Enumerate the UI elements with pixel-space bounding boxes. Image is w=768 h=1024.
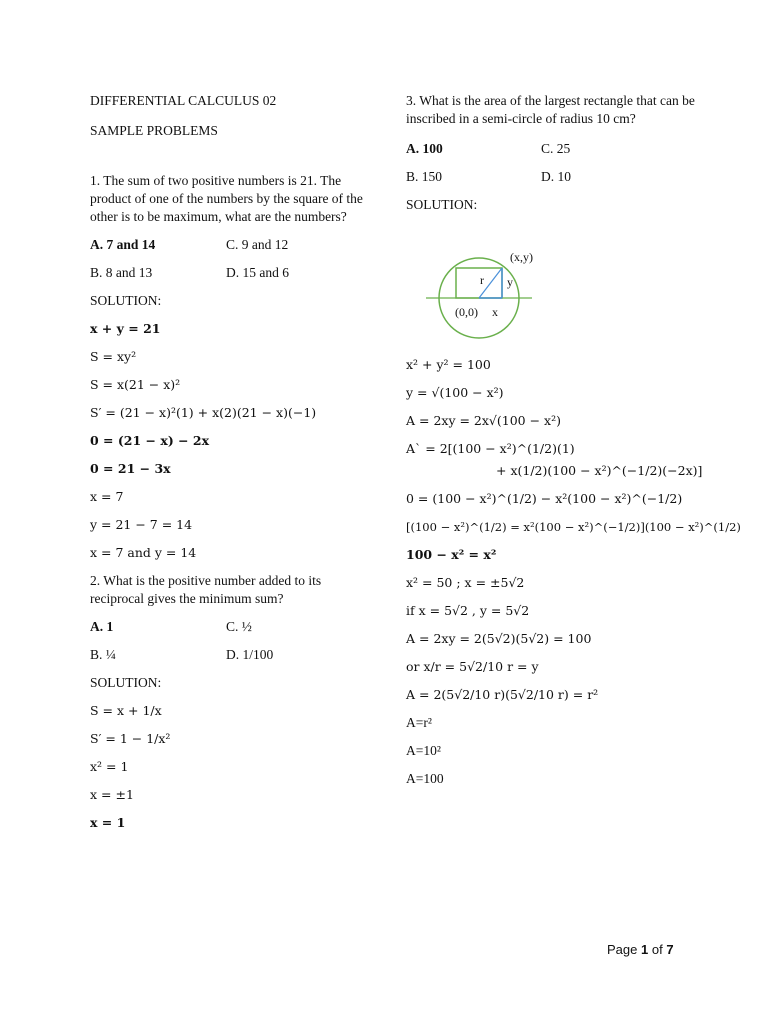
problem2-question: 2. What is the positive number added to its reciprocal gives the minimum sum? bbox=[90, 573, 322, 606]
problem2-choice-b: B. ¼ bbox=[90, 647, 116, 662]
problem2-choices bbox=[90, 618, 365, 664]
problem3-solution-label: SOLUTION: bbox=[406, 197, 478, 212]
problem1-choices bbox=[90, 236, 365, 282]
p3-step-1: x² + y² = 100 bbox=[406, 357, 491, 372]
label-r: r bbox=[480, 273, 484, 287]
problem3-choices bbox=[406, 140, 696, 186]
p3-step-15: A=10² bbox=[406, 743, 441, 758]
problem1-choice-c: C. 9 and 12 bbox=[226, 237, 289, 252]
label-y: y bbox=[507, 275, 513, 289]
problem3-choice-d: D. 10 bbox=[541, 169, 571, 184]
problem1-choice-a: A. 7 and 14 bbox=[90, 237, 156, 252]
p3-step-5: + x(1/2)(100 − x²)^(−1/2)(−2x)] bbox=[496, 463, 703, 478]
problem1-question: 1. The sum of two positive numbers is 21. The product of one of the numbers by the square of the other is to be maximum, what are the numbers? bbox=[90, 173, 363, 224]
p1-step-2: S = xy² bbox=[90, 349, 137, 364]
problem1-choice-d: D. 15 and 6 bbox=[226, 265, 289, 280]
p3-step-4: A` = 2[(100 − x²)^(1/2)(1) bbox=[406, 441, 575, 456]
doc-title: DIFFERENTIAL CALCULUS 02 bbox=[90, 93, 277, 108]
p1-step-9: x = 7 and y = 14 bbox=[90, 545, 197, 560]
page-prefix: Page bbox=[607, 942, 638, 957]
page-footer bbox=[607, 942, 674, 957]
page-of: of bbox=[651, 942, 663, 957]
label-x: x bbox=[492, 305, 498, 319]
p2-step-1: S = x + 1/x bbox=[90, 703, 162, 718]
p3-step-6: 0 = (100 − x²)^(1/2) − x²(100 − x²)^(−1/2) bbox=[406, 491, 683, 506]
p1-step-6: 0 = 21 − 3x bbox=[90, 461, 171, 476]
p3-step-8: 100 − x² = x² bbox=[406, 547, 497, 562]
page-total: 7 bbox=[666, 942, 674, 957]
p3-step-13: A = 2(5√2/10 r)(5√2/10 r) = r² bbox=[406, 687, 599, 702]
p2-step-3: x² = 1 bbox=[90, 759, 129, 774]
p1-step-1: x + y = 21 bbox=[90, 321, 161, 336]
doc-subtitle: SAMPLE PROBLEMS bbox=[90, 123, 218, 138]
p3-step-7: [(100 − x²)^(1/2) = x²(100 − x²)^(−1/2)](100 − x²)^(1/2) bbox=[406, 520, 741, 534]
problem3-choice-b: B. 150 bbox=[406, 169, 443, 184]
p2-step-5: x = 1 bbox=[90, 815, 126, 830]
p3-step-11: A = 2xy = 2(5√2)(5√2) = 100 bbox=[406, 631, 592, 646]
p3-step-10: if x = 5√2 , y = 5√2 bbox=[406, 603, 530, 618]
right-column bbox=[406, 92, 741, 798]
p3-step-3: A = 2xy = 2x√(100 − x²) bbox=[406, 413, 561, 428]
problem2-choice-a: A. 1 bbox=[90, 619, 114, 634]
p1-step-7: x = 7 bbox=[90, 489, 124, 504]
page-number: 1 bbox=[641, 942, 649, 957]
problem2-solution-label: SOLUTION: bbox=[90, 675, 162, 690]
problem3-choice-a: A. 100 bbox=[406, 141, 443, 156]
label-point: (x,y) bbox=[510, 250, 533, 264]
p3-step-2: y = √(100 − x²) bbox=[406, 385, 504, 400]
problem1-choice-b: B. 8 and 13 bbox=[90, 265, 153, 280]
p1-step-8: y = 21 − 7 = 14 bbox=[90, 517, 193, 532]
p1-step-5: 0 = (21 − x) − 2x bbox=[90, 433, 210, 448]
problem1-solution-label: SOLUTION: bbox=[90, 293, 162, 308]
problem3-choice-c: C. 25 bbox=[541, 141, 571, 156]
problem2-choice-d: D. 1/100 bbox=[226, 647, 274, 662]
problem2-choice-c: C. ½ bbox=[226, 619, 252, 634]
problem3-question: 3. What is the area of the largest rectangle that can be inscribed in a semi-circle of radius 10 cm? bbox=[406, 93, 695, 126]
p3-step-12: or x/r = 5√2/10 r = y bbox=[406, 659, 539, 674]
left-column bbox=[90, 92, 365, 842]
p3-step-14: A=r² bbox=[406, 715, 432, 730]
semicircle-diagram bbox=[406, 246, 556, 346]
p3-step-16: A=100 bbox=[406, 771, 444, 786]
label-origin: (0,0) bbox=[455, 305, 478, 319]
p3-step-9: x² = 50 ; x = ±5√2 bbox=[406, 575, 525, 590]
p1-step-3: S = x(21 − x)² bbox=[90, 377, 181, 392]
inscribed-rectangle bbox=[456, 268, 502, 298]
p1-step-4: S′ = (21 − x)²(1) + x(2)(21 − x)(−1) bbox=[90, 405, 317, 420]
p2-step-2: S′ = 1 − 1/x² bbox=[90, 731, 171, 746]
p2-step-4: x = ±1 bbox=[90, 787, 134, 802]
